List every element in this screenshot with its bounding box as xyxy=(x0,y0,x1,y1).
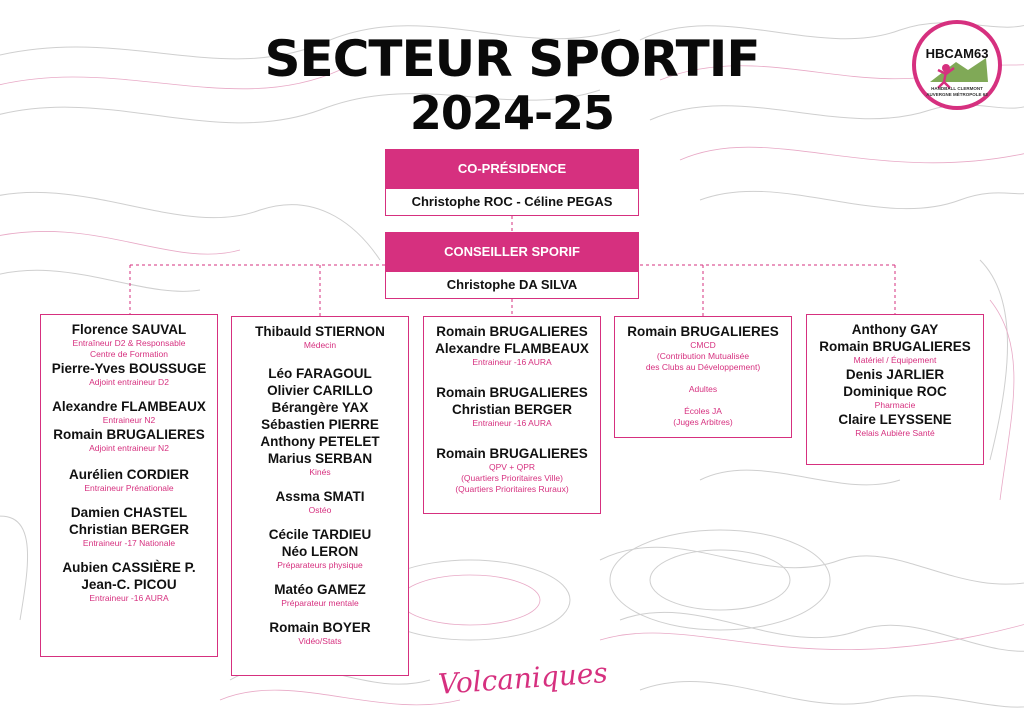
page-title xyxy=(0,30,1024,88)
staff-group xyxy=(232,619,408,647)
staff-role: Entraineur -16 AURA xyxy=(472,418,552,428)
staff-name: Cécile TARDIEU xyxy=(268,527,372,542)
logo-subtitle: HANDBALL CLERMONT AUVERGNE MÉTROPOLE 63 xyxy=(926,86,988,97)
staff-role: Relais Aubière Santé xyxy=(855,428,935,438)
staff-name: Thibauld STIERNON xyxy=(255,324,385,339)
staff-role: Médecin xyxy=(303,340,337,350)
staff-name: Pierre-Yves BOUSSUGE xyxy=(51,361,207,376)
staff-role: Préparateurs physique xyxy=(277,560,363,570)
staff-name: Romain BOYER xyxy=(269,620,371,635)
staff-name: Romain BRUGALIERES xyxy=(53,427,205,442)
staff-group xyxy=(807,366,983,411)
staff-name: Damien CHASTEL xyxy=(70,505,188,520)
staff-group xyxy=(41,504,217,549)
staff-group xyxy=(232,365,408,478)
staff-role: (Juges Arbitres) xyxy=(673,417,733,427)
staff-name: Romain BRUGALIERES xyxy=(436,324,588,339)
staff-group xyxy=(41,321,217,360)
staff-name: Florence SAUVAL xyxy=(71,322,187,337)
column-youth xyxy=(423,316,601,514)
staff-name: Romain BRUGALIERES xyxy=(436,385,588,400)
staff-role: Matériel / Équipement xyxy=(853,355,937,365)
staff-name: Aubien CASSIÈRE P. xyxy=(62,560,196,575)
staff-name: Anthony PETELET xyxy=(260,434,380,449)
staff-group xyxy=(232,526,408,571)
logo-text: HBCAM63 xyxy=(925,46,989,61)
column-development xyxy=(614,316,792,438)
staff-role: Adjoint entraineur D2 xyxy=(89,377,169,387)
staff-name: Jean-C. PICOU xyxy=(81,577,177,592)
staff-name: Romain BRUGALIERES xyxy=(436,446,588,461)
staff-name: Léo FARAGOUL xyxy=(268,366,372,381)
staff-group xyxy=(41,360,217,388)
staff-role: Entraineur N2 xyxy=(102,415,156,425)
staff-role: Entraineur -16 AURA xyxy=(472,357,552,367)
staff-name: Dominique ROC xyxy=(843,384,947,399)
staff-role: Adultes xyxy=(688,384,718,394)
column-coaches xyxy=(40,314,218,657)
staff-group xyxy=(41,426,217,454)
staff-name: Olivier CARILLO xyxy=(267,383,373,398)
staff-name: Christian BERGER xyxy=(68,522,190,537)
copresidence-header: CO-PRÉSIDENCE xyxy=(385,149,639,188)
club-logo xyxy=(912,20,1002,110)
staff-role: Vidéo/Stats xyxy=(298,636,342,646)
staff-group xyxy=(424,323,600,368)
staff-role: des Clubs au Développement) xyxy=(645,362,761,372)
staff-role: Entraîneur D2 & Responsable xyxy=(72,338,186,348)
column-logistics xyxy=(806,314,984,465)
staff-group xyxy=(41,559,217,604)
staff-name: Denis JARLIER xyxy=(845,367,945,382)
staff-group xyxy=(807,321,983,366)
staff-name: Sébastien PIERRE xyxy=(261,417,379,432)
staff-role: CMCD xyxy=(690,340,716,350)
staff-role: (Contribution Mutualisée xyxy=(656,351,750,361)
staff-group xyxy=(232,323,408,351)
title-word-secteur: SECTEUR xyxy=(264,30,512,88)
column-medical xyxy=(231,316,409,676)
staff-group xyxy=(41,466,217,494)
staff-role: Pharmacie xyxy=(874,400,916,410)
page-subtitle-season: 2024-25 xyxy=(409,86,615,140)
staff-group xyxy=(424,445,600,495)
staff-name: Aurélien CORDIER xyxy=(68,467,190,482)
staff-name: Bérangère YAX xyxy=(271,400,369,415)
staff-role: Kinés xyxy=(309,467,331,477)
copresidence-names: Christophe ROC - Céline PEGAS xyxy=(385,188,639,216)
staff-group xyxy=(424,384,600,429)
staff-role: Écoles JA xyxy=(684,406,722,416)
staff-name: Alexandre FLAMBEAUX xyxy=(52,399,206,414)
staff-group xyxy=(41,398,217,426)
conseiller-header: CONSEILLER SPORIF xyxy=(385,232,639,271)
staff-name: Matéo GAMEZ xyxy=(274,582,366,597)
staff-role xyxy=(615,395,791,406)
staff-name: Romain BRUGALIERES xyxy=(627,324,779,339)
staff-role: Entraineur -16 AURA xyxy=(89,593,169,603)
signature-volcaniques: Volcaniques xyxy=(437,656,609,701)
staff-group xyxy=(232,581,408,609)
staff-group xyxy=(232,488,408,516)
staff-name: Claire LEYSSENE xyxy=(838,412,952,427)
staff-name: Christian BERGER xyxy=(451,402,573,417)
staff-role: QPV + QPR xyxy=(488,462,536,472)
staff-role: (Quartiers Prioritaires Ville) xyxy=(461,473,563,483)
staff-role: Adjoint entraineur N2 xyxy=(89,443,169,453)
staff-role xyxy=(615,373,791,384)
staff-group xyxy=(807,411,983,439)
staff-role: Ostéo xyxy=(308,505,332,515)
staff-role: Entraineur -17 Nationale xyxy=(82,538,176,548)
staff-name: Romain BRUGALIERES xyxy=(819,339,971,354)
staff-name: Marius SERBAN xyxy=(267,451,373,466)
staff-name: Assma SMATI xyxy=(275,489,365,504)
staff-role: Centre de Formation xyxy=(90,349,168,359)
staff-name: Néo LERON xyxy=(281,544,359,559)
conseiller-names: Christophe DA SILVA xyxy=(385,271,639,299)
staff-role: Entraineur Prénationale xyxy=(84,483,174,493)
staff-role: (Quartiers Prioritaires Ruraux) xyxy=(455,484,569,494)
staff-name: Anthony GAY xyxy=(851,322,939,337)
title-word-sportif: SPORTIF xyxy=(528,30,760,88)
staff-role: Préparateur mentale xyxy=(281,598,359,608)
staff-group xyxy=(615,323,791,428)
staff-name: Alexandre FLAMBEAUX xyxy=(435,341,589,356)
